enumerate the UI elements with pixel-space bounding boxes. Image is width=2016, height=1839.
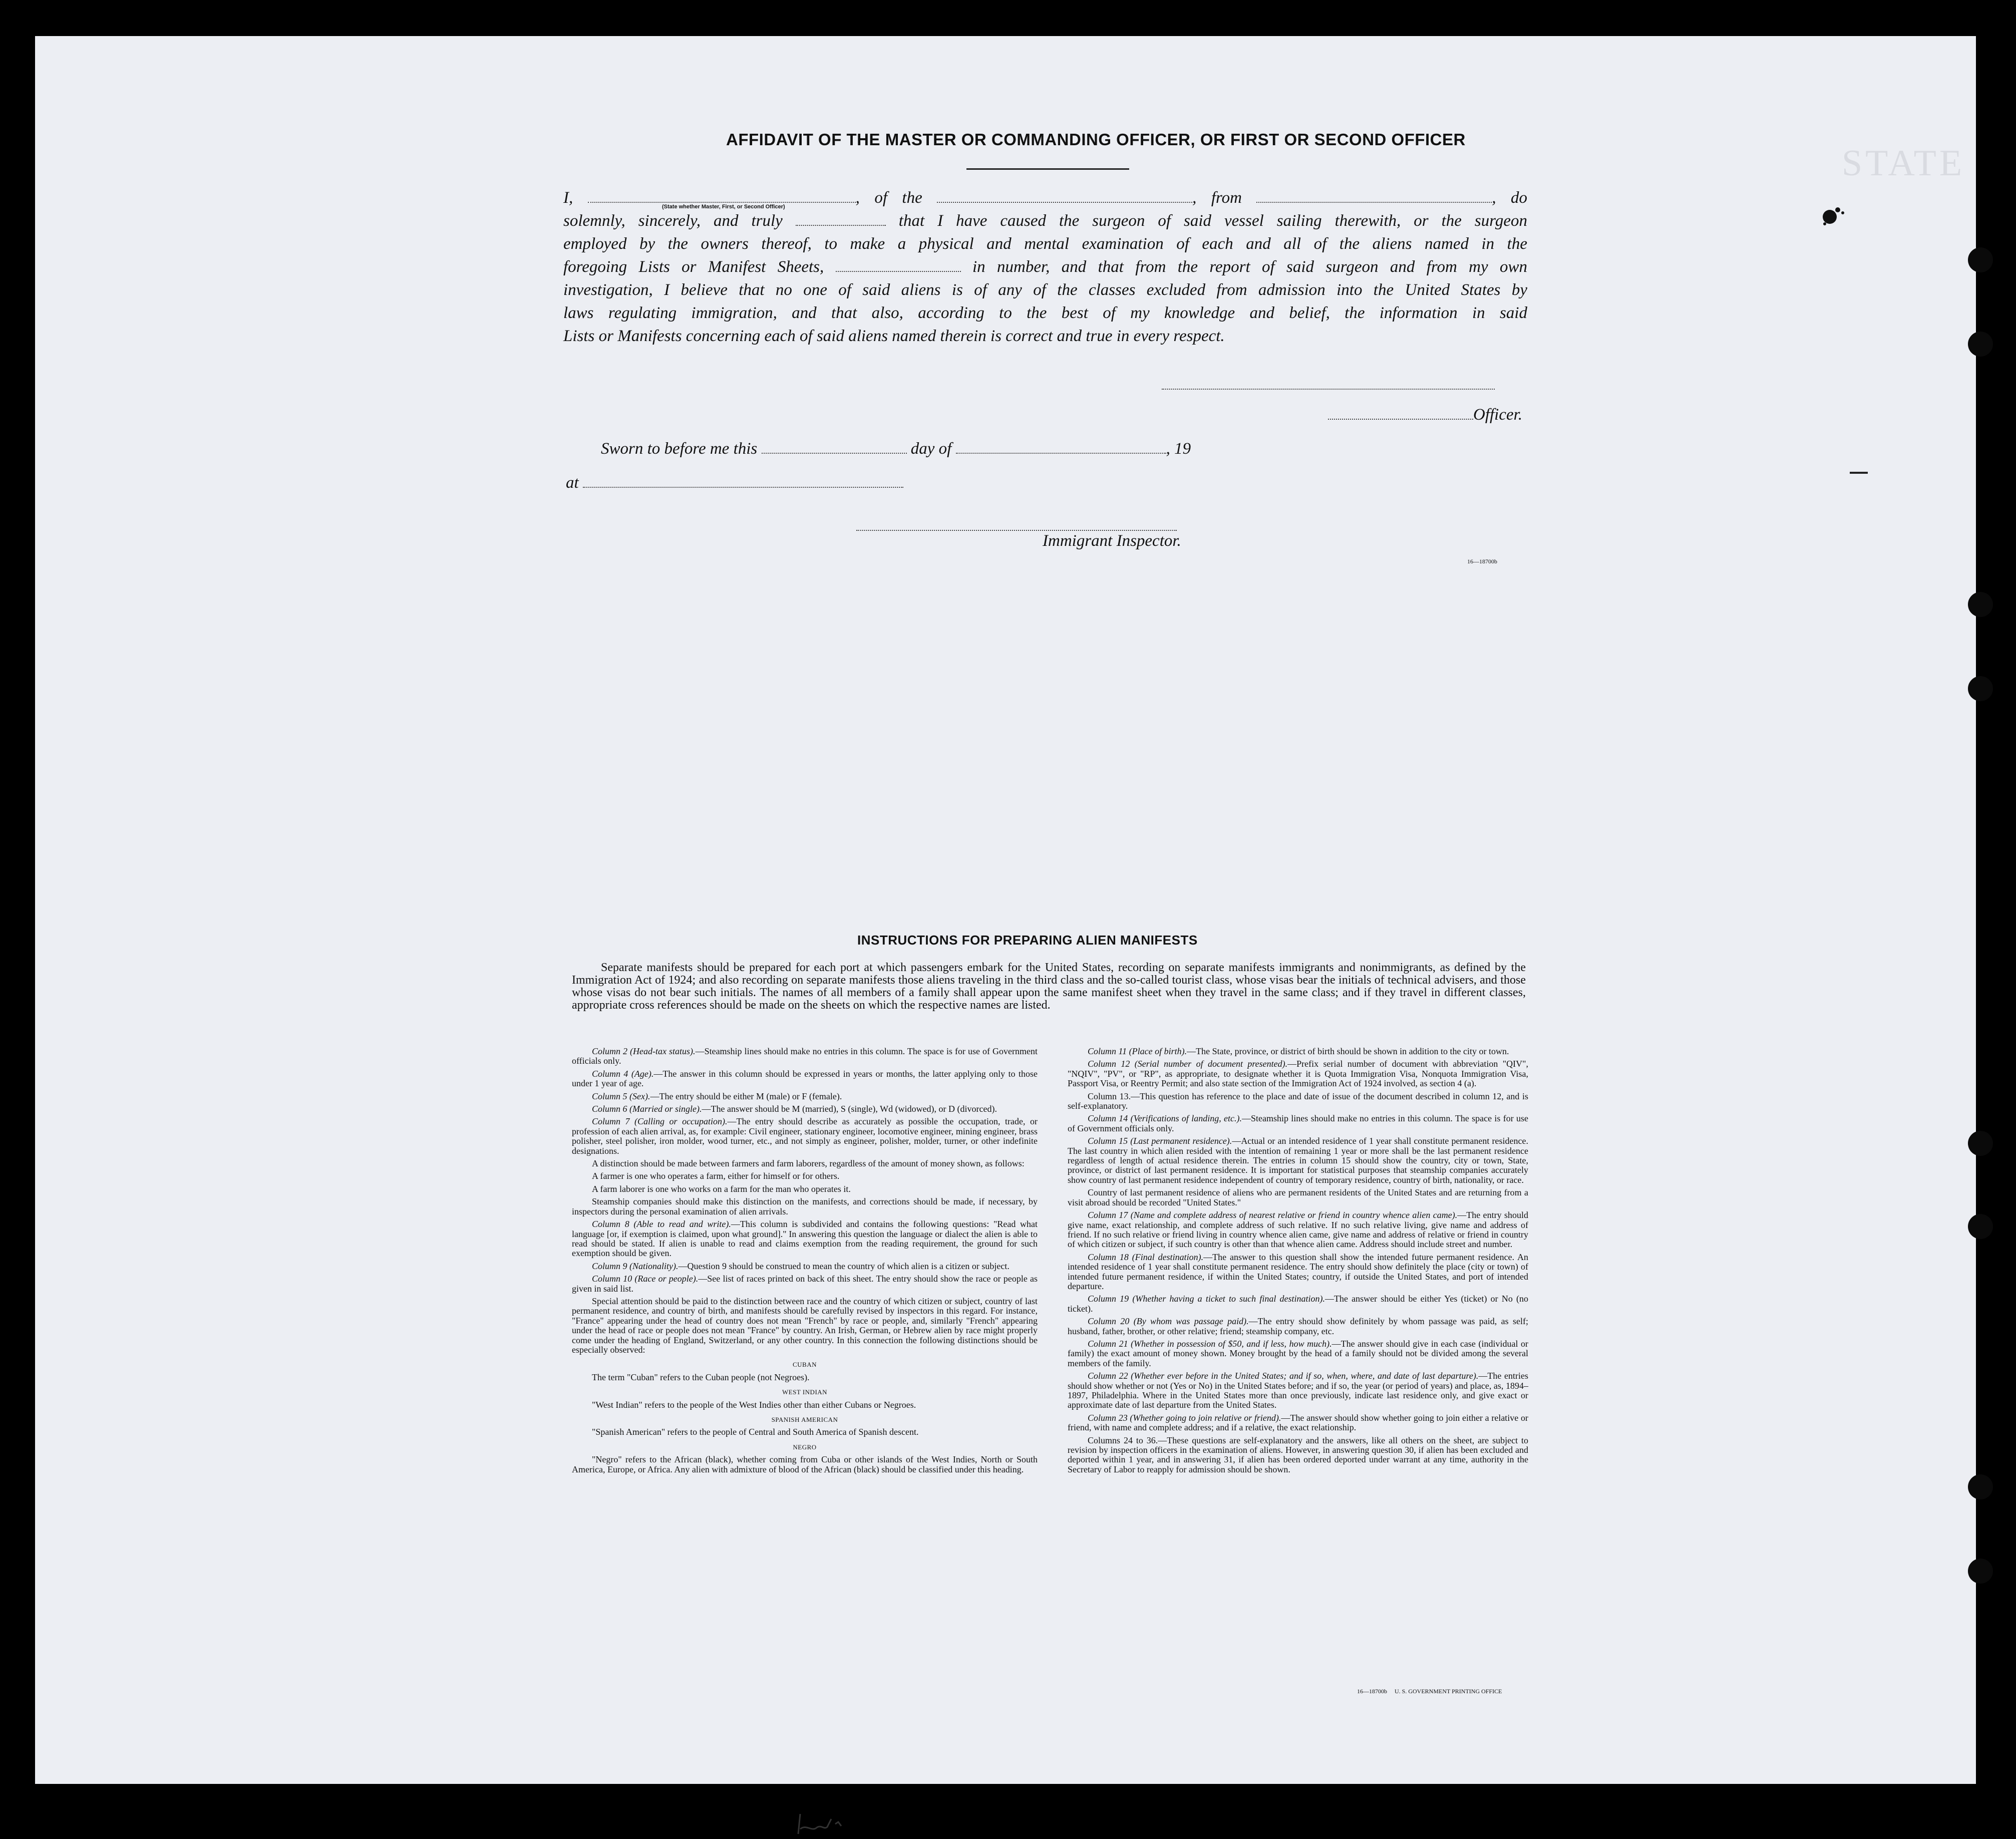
place-blank bbox=[583, 476, 903, 488]
day-blank bbox=[762, 442, 907, 454]
race-country-note: Special attention should be paid to the distinction between race and the country of which citizen or subject, country of last permanent residence, and country of birth, and manifests should be carefully revised by inspectors in this regard. For instance, "France" appearing under the head of country does not mean "French" by race or people, and, similarly "French" appearing under the head of race or people does not mean "France" by country. An Irish, German, or Hebrew alien by race might properly come under the heading of England, Switzerland, or any other country. In this connection the following distinctions should be especially observed: bbox=[572, 1296, 1038, 1355]
pen-mark bbox=[1850, 472, 1868, 474]
column-10-instruction: Column 10 (Race or people).—See list of races printed on back of this sheet. The entry should show the race or people as given in said list. bbox=[572, 1274, 1038, 1294]
title-underline bbox=[966, 168, 1129, 170]
column-12-instruction: Column 12 (Serial number of document presented).—Prefix serial number of document with abbreviation "QIV", "NQIV", "PV", or "RP", as appropriate, to designate whether it is Quota Immigration Visa, Nonquota Immigration Visa, Passport Visa, or Reentry Permit; and also state section of the Immigration Act of 1924 involved, as section 4 (a). bbox=[1068, 1059, 1528, 1089]
affidavit-title: AFFIDAVIT OF THE MASTER OR COMMANDING OFFICER, OR FIRST OR SECOND OFFICER bbox=[726, 130, 1466, 149]
count-blank bbox=[836, 260, 961, 272]
affidavit-line-6: laws regulating immigration, and that also, according to the best of my knowledge and belief, the information in said bbox=[563, 304, 1527, 322]
spanish-american-heading: SPANISH AMERICAN bbox=[771, 1416, 838, 1423]
affidavit-line-7: Lists or Manifests concerning each of said aliens named therein is correct and true in every respect. bbox=[563, 327, 1225, 345]
column-5-instruction: Column 5 (Sex).—The entry should be either M (male) or F (female). bbox=[592, 1091, 842, 1101]
instructions-title: INSTRUCTIONS FOR PREPARING ALIEN MANIFESTS bbox=[857, 933, 1198, 948]
west-indian-heading: WEST INDIAN bbox=[782, 1388, 828, 1396]
column-17-instruction: Column 17 (Name and complete address of nearest relative or friend in country whence alien came).—The entry should give name, exact relationship, and complete address of such relative. If no such relative living, give name and address of friend. If no such relative or friend living in country whence alien came, give name and address of relative or friend in country of which citizen or subject, if such country is other than that whence alien came. Address should include street and number. bbox=[1068, 1210, 1528, 1250]
sworn-line: Sworn to before me this day of , 19 bbox=[601, 440, 1191, 458]
port-blank bbox=[1256, 191, 1492, 203]
column-19-instruction: Column 19 (Whether having a ticket to such final destination).—The answer should be either Yes (ticket) or No (no ticket). bbox=[1068, 1294, 1528, 1314]
inspector-signature-line bbox=[856, 530, 1177, 531]
affidavit-line-2: solemnly, sincerely, and truly that I have caused the surgeon of said vessel sailing therewith, or the surgeon bbox=[563, 212, 1528, 230]
binder-hole bbox=[1968, 1474, 1993, 1499]
columns-24-36-instruction: Columns 24 to 36.—These questions are self-explanatory and the answers, like all others on the sheet, are subject to revision by inspection officers in the examination of aliens. However, in answering question 30, if alien has been excluded and deported within 1 year, and in answering 31, if alien has been ordered deported under warrant at any time, authority in the Secretary of Labor to reapply for admission should be shown. bbox=[1068, 1435, 1528, 1474]
farm-corrections: Steamship companies should make this distinction on the manifests, and corrections should be made, if necessary, by inspectors during the personal examination of alien arrivals. bbox=[572, 1196, 1038, 1216]
cuban-definition: The term "Cuban" refers to the Cuban people (not Negroes). bbox=[592, 1372, 810, 1382]
negro-heading: NEGRO bbox=[793, 1443, 817, 1451]
month-blank bbox=[956, 442, 1166, 454]
column-11-instruction: Column 11 (Place of birth).—The State, province, or district of birth should be shown in addition to the city or town. bbox=[1088, 1046, 1509, 1056]
inspector-label: Immigrant Inspector. bbox=[1043, 532, 1181, 550]
handwritten-mark-icon bbox=[796, 1809, 856, 1839]
spanish-american-definition: "Spanish American" refers to the people of Central and South America of Spanish descent. bbox=[592, 1427, 919, 1437]
officer-blank bbox=[1328, 408, 1473, 420]
cuban-heading: CUBAN bbox=[792, 1361, 817, 1369]
binder-hole bbox=[1968, 1214, 1993, 1239]
column-13-instruction: Column 13.—This question has reference to the place and date of issue of the document described in column 12, and is self-explanatory. bbox=[1068, 1091, 1528, 1111]
column-20-instruction: Column 20 (By whom was passage paid).—The entry should show definitely by whom passage was paid, as self; husband, father, brother, or other relative; friend; steamship company, etc. bbox=[1068, 1316, 1528, 1336]
column-14-instruction: Column 14 (Verifications of landing, etc.).—Steamship lines should make no entries in this column. The space is for use of Government officials only. bbox=[1068, 1113, 1528, 1133]
ink-blot-icon bbox=[1821, 205, 1845, 227]
column-7-instruction: Column 7 (Calling or occupation).—The entry should describe as accurately as possible the occupation, trade, or profession of each alien arrival, as, for example: Civil engineer, stationary engineer, locomotive engineer, mining engineer, brass polisher, steel polisher, iron molder, wood turner, etc., and not simply as engineer, polisher, molder, turner, or other indefinite designations. bbox=[572, 1116, 1038, 1156]
form-number: 16—18700b bbox=[1467, 558, 1497, 565]
instructions-left-column bbox=[572, 1047, 1038, 1477]
binder-hole bbox=[1968, 592, 1993, 617]
affidavit-line-5: investigation, I believe that no one of said aliens is of any of the classes excluded from admission into the United States by bbox=[563, 281, 1527, 299]
west-indian-definition: "West Indian" refers to the people of the West Indies other than either Cubans or Negroes. bbox=[592, 1399, 916, 1410]
oath-blank bbox=[796, 214, 886, 226]
document-page bbox=[35, 36, 1976, 1784]
binder-hole bbox=[1968, 247, 1993, 272]
farmer-definition: A farmer is one who operates a farm, either for himself or for others. bbox=[592, 1171, 840, 1181]
binder-hole bbox=[1968, 1131, 1993, 1156]
affidavit-line-4: foregoing Lists or Manifest Sheets, in number, and that from the report of said surgeon and from my own bbox=[563, 258, 1528, 276]
column-23-instruction: Column 23 (Whether going to join relative or friend).—The answer should show whether going to join either a relative or friend, with name and complete address; and if a relative, the exact relationship. bbox=[1068, 1412, 1528, 1433]
affidavit-body bbox=[563, 186, 1527, 348]
binder-hole bbox=[1968, 676, 1993, 701]
column-21-instruction: Column 21 (Whether in possession of $50, and if less, how much).—The answer should give in each case (individual or family) the exact amount of money shown. Money brought by the head of a family should not be divided among the several members of the family. bbox=[1068, 1338, 1528, 1368]
column-2-instruction: Column 2 (Head-tax status).—Steamship lines should make no entries in this column. The space is for use of Government officials only. bbox=[572, 1046, 1038, 1066]
footer-imprint: 16—18700b U. S. GOVERNMENT PRINTING OFFICE bbox=[1357, 1688, 1502, 1695]
bleed-through-text: STATE bbox=[1842, 143, 1965, 184]
at-line: at bbox=[566, 474, 903, 492]
column-8-instruction: Column 8 (Able to read and write).—This column is subdivided and contains the following questions: "Read what language [or, if exemption is claimed, upon what ground]." In answering this question the language or dialect the alien is able to read should be stated. If alien is unable to read and claims exemption from the reading requirement, the ground for such exemption should be given. bbox=[572, 1219, 1038, 1259]
affidavit-line-1: I, , of the , from , do bbox=[563, 189, 1528, 207]
column-15-returning-residents: Country of last permanent residence of aliens who are permanent residents of the United States and are returning from a visit abroad should be recorded "United States." bbox=[1068, 1187, 1528, 1207]
instructions-intro: Separate manifests should be prepared for each port at which passengers embark for the United States, recording on separate manifests immigrants and nonimmigrants, as defined by the Immigration Act of 1924; and also recording on separate manifests those aliens traveling in the third class and the so-called tourist class, whose visas bear the initials of technical advisers, and those whose visas do not bear such initials. The names of all members of a family shall appear upon the same manifest sheet when they travel in the same class; and if they travel in different classes, appropriate cross references should be made on the sheets on which the respective names are listed. bbox=[572, 961, 1526, 1012]
column-18-instruction: Column 18 (Final destination).—The answer to this question shall show the intended future permanent residence. An intended residence of 1 year shall constitute permanent residence. The entry should show definitely the place (city or town) of intended future permanent residence, if within the United States; country, if outside the United States, and port of intended departure. bbox=[1068, 1252, 1528, 1291]
negro-definition: "Negro" refers to the African (black), whether coming from Cuba or other islands of the West Indies, North or South America, Europe, or Africa. Any alien with admixture of blood of the African (black) should be classified under this heading. bbox=[572, 1454, 1038, 1474]
farm-laborer-definition: A farm laborer is one who works on a farm for the man who operates it. bbox=[592, 1183, 851, 1194]
signature-line bbox=[1162, 389, 1495, 390]
column-22-instruction: Column 22 (Whether ever before in the United States; and if so, when, where, and date of last departure).—The entries should show whether or not (Yes or No) in the United States before; and if so, the year (or period of years) and place, as, 1894–1897, Philadelphia. Where in the United States more than once previously, indicate last residence only, and give exact or approximate date of last departure from the United States. bbox=[1068, 1371, 1528, 1410]
binder-hole bbox=[1968, 1559, 1993, 1584]
vessel-blank bbox=[937, 191, 1192, 203]
officer-line: Officer. bbox=[1328, 406, 1522, 424]
column-4-instruction: Column 4 (Age).—The answer in this column should be expressed in years or months, the latter applying only to those under 1 year of age. bbox=[572, 1068, 1038, 1089]
instructions-right-column bbox=[1068, 1047, 1528, 1477]
column-9-instruction: Column 9 (Nationality).—Question 9 should be construed to mean the country of which alien is a citizen or subject. bbox=[592, 1261, 1010, 1271]
rank-note: (State whether Master, First, or Second Officer) bbox=[662, 204, 785, 210]
binder-hole bbox=[1968, 332, 1993, 357]
column-15-instruction: Column 15 (Last permanent residence).—Actual or an intended residence of 1 year shall constitute permanent residence. The last country in which alien resided with the intention of remaining 1 year or more shall be the last permanent residence regardless of length of actual residence therein. The entries in column 15 should show the country, city or town, State, province, or district of last permanent residence. It is important for statistical purposes that steamship companies accurately show country of last permanent residence independent of country of temporary residence, country of birth, nationality, or race. bbox=[1068, 1136, 1528, 1185]
affidavit-line-3: employed by the owners thereof, to make a physical and mental examination of each and all of the aliens named in the bbox=[563, 235, 1527, 253]
farm-distinction: A distinction should be made between farmers and farm laborers, regardless of the amount of money shown, as follows: bbox=[592, 1158, 1025, 1169]
rank-blank bbox=[588, 191, 856, 203]
column-6-instruction: Column 6 (Married or single).—The answer should be M (married), S (single), Wd (widowed), or D (divorced). bbox=[592, 1104, 997, 1114]
